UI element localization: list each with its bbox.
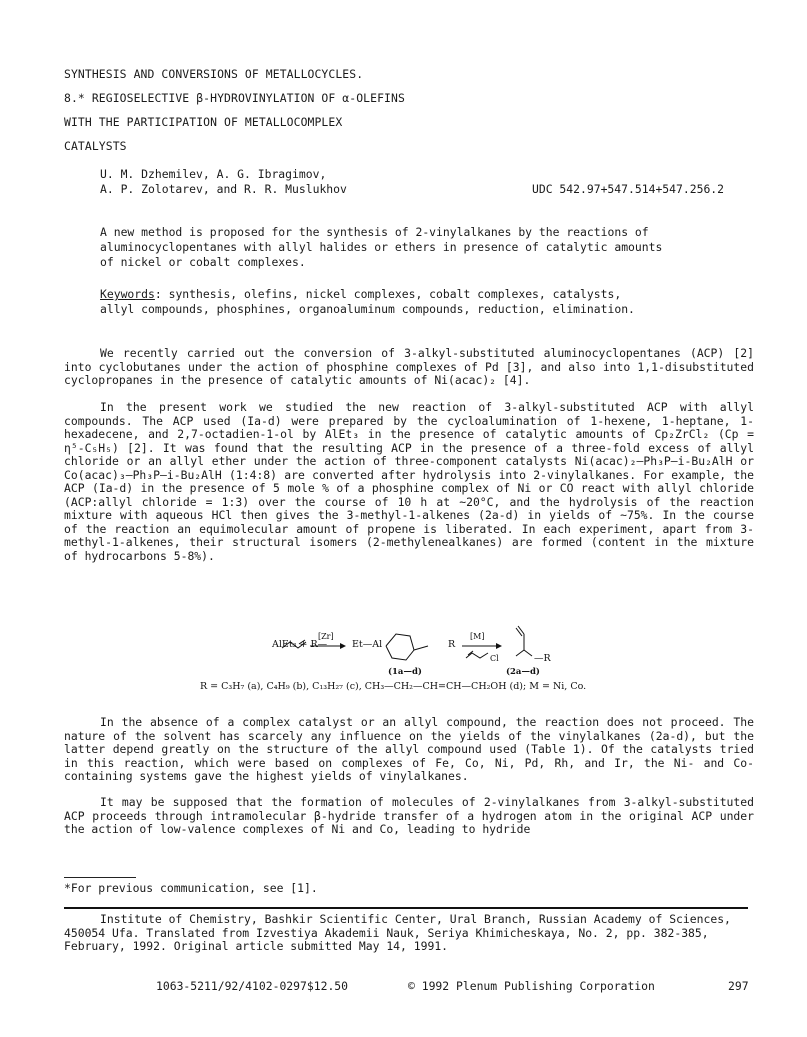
title-line-3: WITH THE PARTICIPATION OF METALLOCOMPLEX [64,115,343,129]
abstract-line-3: of nickel or cobalt complexes. [100,255,306,269]
scheme-r2: —R [534,653,551,664]
affiliation: Institute of Chemistry, Bashkir Scientific Center, Ural Branch, Russian Academy of Sciences, 450054 Ufa. Translated from Izvestiya Akademii Nauk, Seriya Khimicheskaya, No. 2, pp. 382-385, February, 1992. Original article submitted May 14, 1991. [64,912,731,953]
footnote-rule [64,877,136,878]
article-code: 1063-5211/92/4102-0297$12.50 [156,979,349,993]
aluminacycle-ring [386,634,414,660]
product-vinyl [518,626,524,634]
scheme-etal: Et—Al [352,639,383,650]
authors-line-1: U. M. Dzhemilev, A. G. Ibragimov, [100,167,327,181]
authors-line-2: A. P. Zolotarev, and R. R. Muslukhov [100,182,347,196]
page-number: 297 [728,979,749,993]
abstract-line-2: aluminocyclopentanes with allyl halides or ethers in presence of catalytic amounts [100,240,663,254]
scheme-label-1: (1a—d) [388,667,422,677]
paragraph-4: It may be supposed that the formation of molecules of 2-vinylalkanes from 3-alkyl-substituted ACP proceeds through intramolecular β-hydride transfer of a hydrogen atom in the original ACP under the action of low-valence complexes of Ni and Co, leading to hydride [64,795,754,836]
paragraph-2: In the present work we studied the new reaction of 3-alkyl-substituted ACP with allyl compounds. The ACP used (Ia-d) were prepared by the cycloalumination of 1-hexene, 1-heptane, 1-hexadecene, and 2,7-octadien-1-ol by AlEt₃ in the presence of catalytic amounts of Cp₂ZrCl₂ (Cp = η⁵-C₅H₅) [2]. It was found that the resulting ACP in the presence of a three-fold excess of allyl chloride or an allyl ether under the action of three-component catalysts Ni(acac)₂–Ph₃P–i-Bu₂AlH or Co(acac)₃–Ph₃P–i-Bu₂AlH (1:4:8) are converted after hydrolysis into 2-vinylalkanes. For example, the ACP (Ia-d) in the presence of 5 mole % of a phosphine complex of Ni or CO react with allyl chloride (ACP:allyl chloride = 1:3) over the course of 10 h at ~20°C, and the hydrolysis of the reaction mixture with aqueous HCl then gives the 3-methyl-1-alkenes (2a-d) in yields of ~75%. In the course of the reaction an equimolecular amount of propene is liberated. In each experiment, apart from 3-methyl-1-alkenes, their structural isomers (2-methylenealkanes) are formed (content in the mixture of hydrocarbons 5-8%). [64,400,754,563]
footnote: *For previous communication, see [1]. [64,881,318,895]
scheme-cl: Cl [490,654,499,663]
paragraph-1: We recently carried out the conversion of 3-alkyl-substituted aluminocyclopentanes (ACP) [2] into cyclobutanes under the action of phosphine complexes of Pd [3], and also into 1,1-disubstituted cyclopropanes in the presence of catalytic amounts of Ni(acac)₂ [4]. [64,346,754,387]
keywords-line-2: allyl compounds, phosphines, organoaluminum compounds, reduction, elimination. [100,302,635,316]
keywords-label: Keywords [100,287,155,301]
scheme-legend: R = C₃H₇ (a), C₄H₉ (b), C₁₃H₂₇ (c), CH₃—CH₂—CH=CH—CH₂OH (d); M = Ni, Co. [200,681,587,692]
scheme-r1: R [448,639,456,650]
scheme-label-2: (2a—d) [506,667,540,677]
affiliation-rule [64,907,748,909]
scheme-m-catalyst: [M] [470,632,485,641]
udc-code: UDC 542.97+547.514+547.256.2 [532,182,725,196]
keywords-line-1 [100,288,621,302]
title-line-2: 8.* REGIOSELECTIVE β-HYDROVINYLATION OF α-OLEFINS [64,91,405,105]
keywords-text-1: : synthesis, olefins, nickel complexes, cobalt complexes, catalysts, [154,287,622,301]
copyright: © 1992 Plenum Publishing Corporation [408,979,655,993]
scheme-zr-catalyst: [Zr] [318,632,334,641]
title-line-4: CATALYSTS [64,139,127,153]
scheme-alet3: AlEt₃ + R— [272,639,328,650]
title-line-1: SYNTHESIS AND CONVERSIONS OF METALLOCYCLES. [64,67,364,81]
abstract-line-1: A new method is proposed for the synthesis of 2-vinylalkanes by the reactions of [100,225,649,239]
paragraph-3: In the absence of a complex catalyst or an allyl compound, the reaction does not proceed. The nature of the solvent has scarcely any influence on the yields of the vinylalkanes (2a-d), but the latter depend greatly on the structure of the allyl compound used (Table 1). Of the catalysts tried in this reaction, which were based on complexes of Fe, Co, Ni, Pd, Rh, and Ir, the Ni- and Co-containing systems gave the highest yields of vinylalkanes. [64,715,754,783]
